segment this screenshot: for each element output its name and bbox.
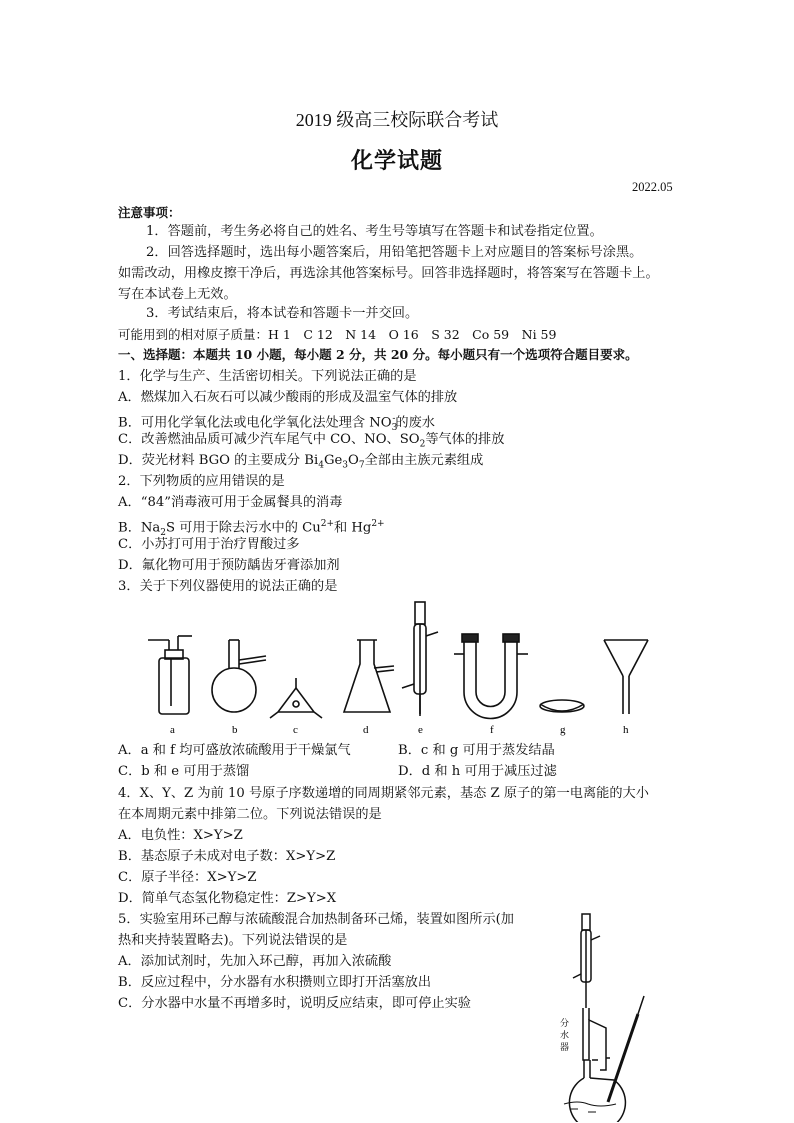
q2-option-d: D．氟化物可用于预防龋齿牙膏添加剂 (118, 558, 340, 573)
q5-option-a: A．添加试剂时，先加入环己醇，再加入浓硫酸 (118, 954, 392, 969)
apparatus-f-u-tube (454, 634, 528, 719)
apparatus-c-triangle (270, 678, 322, 718)
q3-option-d: D．d 和 h 可用于减压过滤 (398, 764, 557, 779)
q4-option-b: B．基态原子未成对电子数：X>Y>Z (118, 849, 336, 864)
label-b: b (232, 724, 238, 736)
apparatus-d-suction-flask (344, 640, 394, 712)
q1-stem: 1．化学与生产、生活密切相关。下列说法正确的是 (118, 369, 417, 384)
q2-stem: 2．下列物质的应用错误的是 (118, 474, 285, 489)
notice-item-3: 3．考试结束后，将本试卷和答题卡一并交回。 (146, 306, 419, 321)
notice-heading: 注意事项： (118, 205, 181, 220)
separator-label-1: 分 (560, 1019, 570, 1029)
q1-option-d: D．荧光材料 BGO 的主要成分 $Bi_4Ge_3O_7$全部由主族元素组成 (118, 453, 484, 471)
q4-stem-line2: 在本周期元素中排第二位。下列说法错误的是 (118, 807, 382, 822)
q3-option-b: B．c 和 g 可用于蒸发结晶 (398, 743, 555, 758)
apparatus-h-funnel (604, 640, 648, 714)
q5-apparatus-figure (548, 910, 658, 1122)
atomic-masses: 可能用到的相对原子质量：H 1 C 12 N 14 O 16 S 32 Co 59 Ni 59 (118, 327, 557, 342)
label-e: e (418, 724, 423, 736)
label-c: c (293, 724, 298, 736)
notice-item-2-end: 写在本试卷上无效。 (118, 287, 237, 302)
label-g: g (560, 724, 566, 736)
exam-title: 2019 级高三校际联合考试 (295, 110, 499, 130)
notice-item-2: 2．回答选择题时，选出每小题答案后，用铅笔把答题卡上对应题目的答案标号涂黑。 (146, 245, 643, 260)
apparatus-b-flask (212, 640, 266, 712)
apparatus-a-wash-bottle (148, 636, 192, 714)
label-f: f (490, 724, 494, 736)
separator-label-3: 器 (560, 1043, 570, 1053)
q5-option-c: C．分水器中水量不再增多时，说明反应结束，即可停止实验 (118, 996, 471, 1011)
notice-item-2-cont: 如需改动，用橡皮擦干净后，再选涂其他答案标号。回答非选择题时，将答案写在答题卡上。 (118, 266, 659, 281)
separator-label-2: 水 (560, 1031, 570, 1041)
label-d: d (363, 724, 369, 736)
q4-option-d: D．简单气态氢化物稳定性：Z>Y>X (118, 891, 337, 906)
notice-item-1: 1．答题前，考生务必将自己的姓名、考生号等填写在答题卡和试卷指定位置。 (146, 224, 603, 239)
label-h: h (623, 724, 629, 736)
q4-option-a: A．电负性：X>Y>Z (118, 828, 243, 843)
q3-stem: 3．关于下列仪器使用的说法正确的是 (118, 579, 338, 594)
q5-option-b: B．反应过程中，分水器有水积攒则立即打开活塞放出 (118, 975, 432, 990)
apparatus-g-dish (540, 700, 584, 712)
q3-option-a: A．a 和 f 均可盛放浓硫酸用于干燥氯气 (118, 743, 351, 758)
q5-stem-line2: 热和夹持装置略去)。下列说法错误的是 (118, 933, 348, 948)
q1-option-a: A．燃煤加入石灰石可以减少酸雨的形成及温室气体的排放 (118, 390, 458, 405)
q3-option-c: C．b 和 e 可用于蒸馏 (118, 764, 250, 779)
label-a: a (170, 724, 175, 736)
q2-option-a: A．“84”消毒液可用于金属餐具的消毒 (118, 495, 343, 510)
q2-option-c: C．小苏打可用于治疗胃酸过多 (118, 537, 300, 552)
q5-stem-line1: 5．实验室用环己醇与浓硫酸混合加热制备环己烯，装置如图所示(加 (118, 912, 514, 927)
q1-option-c: C．改善燃油品质可减少汽车尾气中 CO、NO、$SO_2$等气体的排放 (118, 432, 505, 450)
subject-title: 化学试题 (350, 149, 443, 174)
section-one-heading: 一、选择题：本题共 10 小题，每小题 2 分，共 20 分。每小题只有一个选项符合题目要求。 (118, 347, 638, 362)
q2-option-b: B．$Na_2S$ 可用于除去污水中的 $Cu^{2+}$和 $Hg^{2+}$ (118, 519, 385, 539)
exam-date: 2022.05 (632, 180, 673, 194)
apparatus-figure (140, 596, 660, 738)
q4-stem-line1: 4．X、Y、Z 为前 10 号原子序数递增的同周期紧邻元素，基态 Z 原子的第一电离能的大小 (118, 786, 649, 801)
q4-option-c: C．原子半径：X>Y>Z (118, 870, 257, 885)
q1-option-b: B．可用化学氧化法或电化学氧化法处理含 $NO_3^-$的废水 (118, 414, 435, 434)
apparatus-e-condenser (402, 602, 438, 716)
